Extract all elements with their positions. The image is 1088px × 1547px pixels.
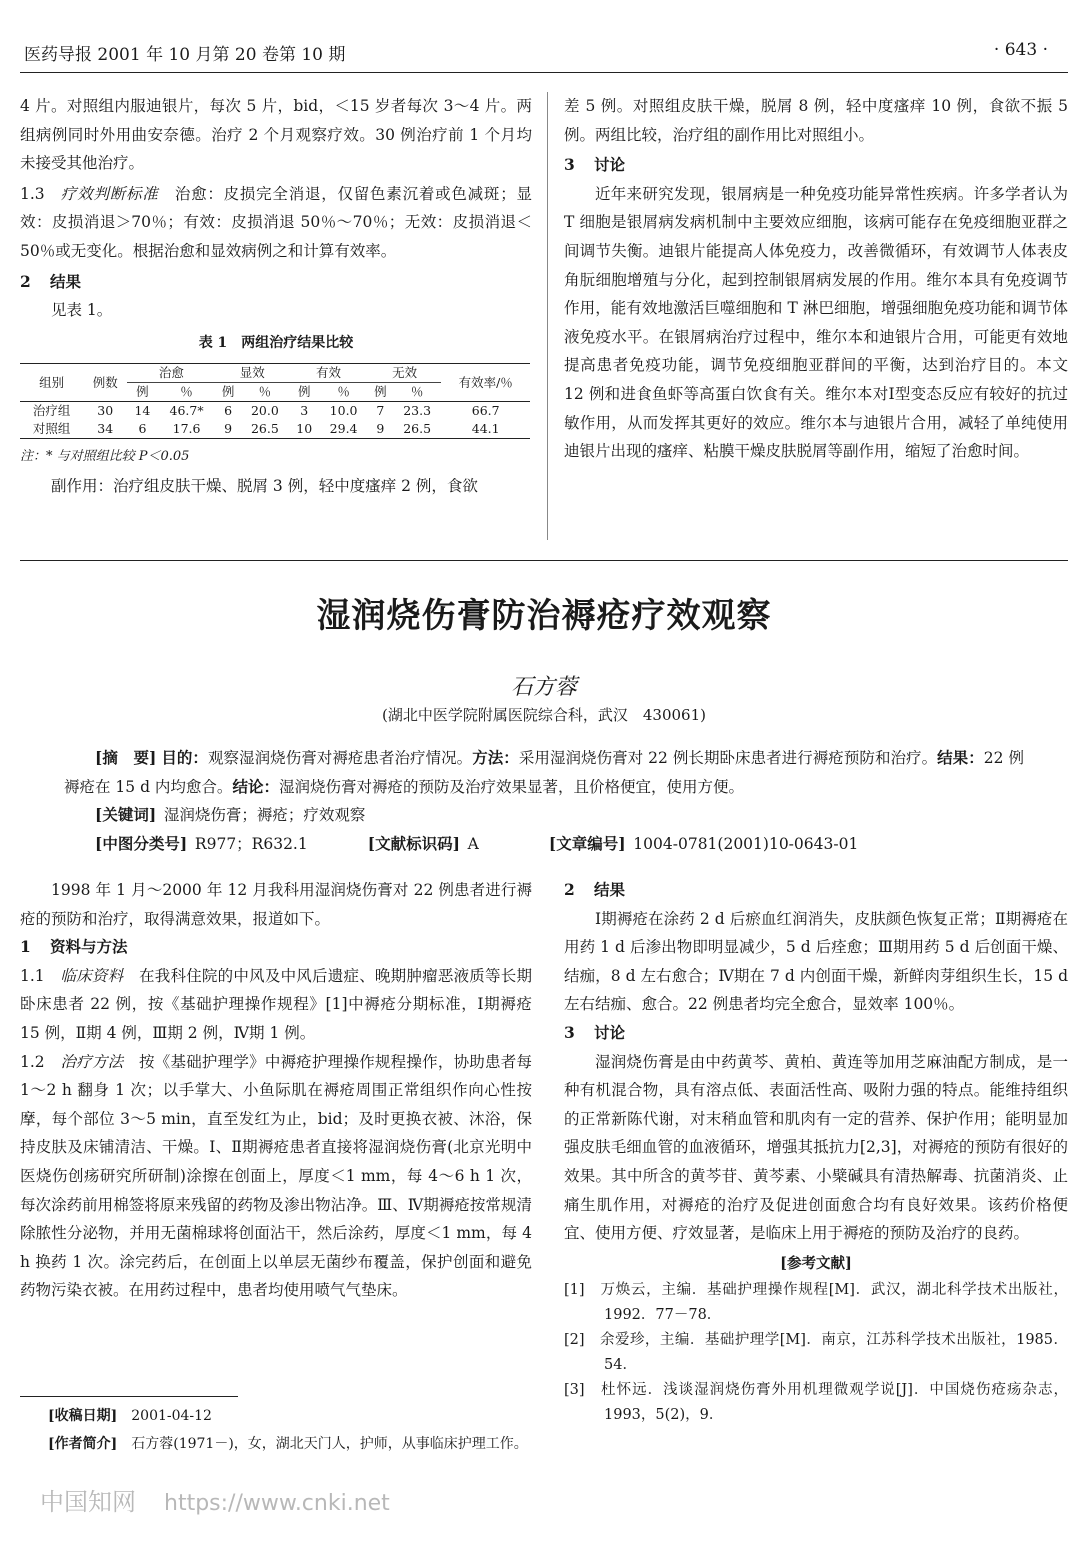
paragraph: 近年来研究发现，银屑病是一种免疫功能异常性疾病。许多学者认为 T 细胞是银屑病发病机制中主要效应细胞，该病可能存在免疫细胞亚群之间调节失衡。迪银片能提高人体免疫力，改善微循环，有效调节人体表皮角朊细胞增殖与分化，起到控制银屑病发展的作用。维尔本具有免疫调节作用，能有效地激活巨噬细胞和 T 淋巴细胞，增强细胞免疫功能和调节体液免疫水平。在银屑病治疗过程中，维尔本和迪银片合用，可能更有效地提高患者免疫功能，调节免疫细胞亚群间的平衡，达到治疗目的。本文 12 例和进食鱼虾等高蛋白饮食有关。维尔本对Ⅰ型变态反应有较好的抗过敏作用，从而发挥其更好的效应。维尔本与迪银片合用，减轻了单纯使用迪银片出现的瘙痒、粘膜干燥皮肤脱屑等副作用，缩短了治愈时间。: [564, 184, 1068, 461]
received-label: [收稿日期]: [48, 1408, 118, 1424]
section-heading: 疗效判断标准: [60, 184, 159, 203]
bio-label: [作者简介]: [48, 1436, 118, 1452]
table-cell: 26.5: [403, 421, 432, 437]
section-text: 按《基础护理学》中褥疮护理操作规程操作，协助患者每 1～2 h 翻身 1 次；以手掌大、小鱼际肌在褥疮周围正常组织作向心性按摩，每个部位 3～5 min，直至发红为止，bid；及时更换衣被、沐浴，保持皮肤及床铺清洁、干燥。Ⅰ、Ⅱ期褥疮患者直接将湿润烧伤膏(北京光明中医烧伤创疡研究所研制)涂擦在创面上，厚度＜1 mm，每 4～6 h 1 次，每次涂药前用棉签将原来残留的药物及渗出物沾净。Ⅲ、Ⅳ期褥疮按常规清除脓性分泌物，并用无菌棉球将创面沾干，然后涂药，厚度＜1 mm，每 4 h 换药 1 次。涂完药后，在创面上以单层无菌纱布覆盖，保护创面和避免药物污染衣被。在用药过程中，患者均使用喷气气垫床。: [20, 1052, 532, 1300]
table-cell: 44.1: [471, 421, 500, 437]
table-cell: 66.7: [471, 403, 500, 419]
footnote-bio: [20, 1432, 532, 1456]
section-3-heading: [564, 1019, 1068, 1048]
table-subheader: 例: [297, 384, 311, 400]
paragraph: 见表 1。: [51, 301, 113, 320]
abstract-text: 采用湿润烧伤膏对 22 例长期卧床患者进行褥疮预防和治疗。: [518, 749, 938, 767]
table-cell: 14: [134, 403, 151, 419]
section-number: 1: [20, 937, 31, 957]
watermark-url: https://www.cnki.net: [164, 1491, 390, 1516]
bio-text: 石方蓉(1971－)，女，湖北天门人，护师，从事临床护理工作。: [131, 1436, 528, 1452]
table-subheader: 例: [136, 384, 149, 400]
section-text: 治愈：皮损完全消退，仅留色素沉着或色减斑；显效：皮损消退＞70％；有效：皮损消退 50％～70％；无效：皮损消退＜50％或无变化。根据治愈和显效病例之和计算有效率。: [20, 184, 532, 260]
abstract: [64, 744, 1024, 801]
clc-label: [中图分类号]: [95, 833, 188, 853]
table-header: 例数: [83, 364, 127, 402]
table-note: 注：* 与对照组比较 P＜0.05: [20, 449, 190, 465]
section-title: 结果: [50, 271, 82, 291]
results-table: [20, 363, 530, 439]
table-header: 有效: [289, 364, 368, 383]
section-number: 1.2: [20, 1052, 45, 1071]
table-header: 显效: [216, 364, 290, 383]
section-number: 3: [564, 155, 575, 175]
section-1-3: [20, 180, 532, 266]
section-number: 2: [564, 880, 575, 899]
table-cell: 治疗组: [32, 403, 71, 419]
table-cell: 29.4: [329, 421, 358, 437]
prev-article-right-column: [564, 92, 1068, 466]
table-subheader: 例: [221, 384, 235, 400]
table-header: 无效: [368, 364, 442, 383]
paragraph: 湿润烧伤膏是由中药黄芩、黄柏、黄连等加用芝麻油配方制成，是一种有机混合物，具有溶点低、表面活性高、吸附力强的特点。能维持组织的正常新陈代谢，对末稍血管和肌肉有一定的营养、保护作用；能明显加强皮肤毛细血管的血液循环，增强其抵抗力[2,3]，对褥疮的预防有很好的效果。其中所含的黄芩苷、黄芩素、小檗碱具有清热解毒、抗菌消炎、止痛生肌作用，对褥疮的治疗及促进创面愈合均有良好效果。该药价格便宜、使用方便、疗效显著，是临床上用于褥疮的预防及治疗的良药。: [564, 1052, 1068, 1243]
section-heading: 治疗方法: [60, 1052, 124, 1071]
classification-line: [64, 830, 1024, 859]
table-cell: 9: [224, 421, 233, 437]
section-title: 讨论: [594, 155, 626, 175]
keywords: [64, 801, 1024, 830]
article-author: 石方蓉: [510, 675, 577, 700]
prev-article-left-column: [20, 92, 532, 501]
table-caption: 表 1 两组治疗结果比较: [198, 334, 354, 351]
abstract-block: [64, 744, 1024, 858]
table-subheader: ％: [410, 384, 424, 400]
paragraph: Ⅰ期褥疮在涂药 2 d 后瘀血红润消失，皮肤颜色恢复正常；Ⅱ期褥疮在用药 1 d 后渗出物即明显减少，5 d 后痊愈；Ⅲ期用药 5 d 后创面干燥、结痂，8 d 左右愈合；Ⅳ期在 7 d 内创面干燥，新鲜肉芽组织生长，15 d 左右结痂、愈合。22 例患者均完全愈合，显效率 100％。: [564, 909, 1068, 1014]
section-1-1: [20, 962, 532, 1048]
header-rule: [20, 72, 1068, 73]
journal-header: 医药导报 2001 年 10 月第 20 卷第 10 期: [24, 45, 346, 65]
table-row: [20, 420, 530, 439]
table-row: [20, 402, 530, 421]
section-title: 结果: [594, 880, 626, 899]
doc-code-value: A: [467, 834, 479, 853]
table-cell: 26.5: [250, 421, 279, 437]
table-cell: 20.0: [250, 403, 279, 419]
table-cell: 46.7*: [169, 403, 204, 419]
paragraph: 差 5 例。对照组皮肤干燥，脱屑 8 例，轻中度瘙痒 10 例，食欲不振 5 例。两组比较，治疗组的副作用比对照组小。: [564, 97, 1068, 144]
abstract-part-label: 方法：: [472, 748, 519, 767]
section-heading: 临床资料: [60, 966, 124, 985]
table-cell: 6: [138, 421, 147, 437]
table-subheader: ％: [180, 384, 193, 400]
clc-value: R977；R632.1: [194, 834, 308, 853]
table-cell: 7: [376, 403, 385, 419]
table-cell: 3: [300, 403, 309, 419]
abstract-part-label: 结果：: [937, 748, 984, 767]
section-2-heading: [20, 268, 532, 297]
table-subheader: 例: [374, 384, 387, 400]
table-header: 治愈: [127, 364, 215, 383]
section-title: 讨论: [594, 1022, 626, 1042]
table-cell: 23.3: [403, 403, 432, 419]
cnki-watermark: [40, 1482, 390, 1517]
article-separator-rule: [20, 560, 1068, 561]
paragraph: 1998 年 1 月～2000 年 12 月我科用湿润烧伤膏对 22 例患者进行褥疮的预防和治疗，取得满意效果，报道如下。: [20, 881, 532, 928]
column-divider: [547, 92, 548, 540]
section-3-heading: [564, 151, 1068, 180]
abstract-part-label: 目的：: [161, 748, 208, 767]
footnote-received: [20, 1404, 532, 1428]
table-cell: 17.6: [172, 421, 201, 437]
abstract-text: 观察湿润烧伤膏对褥疮患者治疗情况。: [207, 749, 473, 767]
section-number: 2: [20, 271, 31, 291]
table-cell: 30: [97, 403, 114, 419]
paragraph: 4 片。对照组内服迪银片，每次 5 片，bid，＜15 岁者每次 3～4 片。两组病例同时外用曲安奈德。治疗 2 个月观察疗效。30 例治疗前 1 个月均未接受其他治疗。: [20, 97, 532, 173]
table-cell: 6: [224, 403, 233, 419]
table-cell: 对照组: [32, 421, 71, 437]
section-1-2: [20, 1048, 532, 1305]
article-left-column: [20, 876, 532, 1305]
received-date: 2001-04-12: [131, 1408, 212, 1424]
page-number: · 643 ·: [993, 40, 1048, 60]
table-subheader: ％: [337, 384, 350, 400]
table-subheader: ％: [258, 384, 272, 400]
table-cell: 9: [376, 421, 385, 437]
abstract-text: 22 例褥疮在 15 d 内均愈合。: [64, 749, 1024, 796]
section-number: 1.3: [20, 184, 45, 203]
article-number-label: [文章编号]: [548, 833, 626, 853]
section-2-heading: [564, 876, 1068, 905]
reference-item: [3] 杜怀远．浅谈湿润烧伤膏外用机理微观学说[J]．中国烧伤疮疡杂志，1993，5(2)，9．: [564, 1382, 1068, 1424]
keywords-text: 湿润烧伤膏；褥疮；疗效观察: [163, 806, 366, 824]
section-1-heading: [20, 933, 532, 962]
footnote-rule: [20, 1396, 238, 1397]
table-header: 有效率/％: [441, 364, 530, 402]
section-number: 3: [564, 1022, 575, 1042]
article-title: 湿润烧伤膏防治褥疮疗效观察: [316, 596, 772, 636]
table-cell: 10: [296, 421, 313, 437]
doc-code-label: [文献标识码]: [367, 833, 460, 853]
section-title: 资料与方法: [50, 937, 128, 957]
article-number-value: 1004-0781(2001)10-0643-01: [633, 834, 859, 853]
abstract-part-label: 结论：: [232, 776, 279, 796]
table-header: 组别: [20, 364, 83, 402]
abstract-label: [摘 要]: [95, 748, 157, 767]
author-affiliation: (湖北中医学院附属医院综合科，武汉 430061): [382, 706, 706, 724]
section-number: 1.1: [20, 966, 45, 985]
references-title: [参考文献]: [780, 1254, 852, 1272]
section-text: 在我科住院的中风及中风后遗症、晚期肿瘤恶液质等长期卧床患者 22 例，按《基础护理操作规程》[1]中褥疮分期标准，Ⅰ期褥疮 15 例，Ⅱ期 4 例，Ⅲ期 2 例，Ⅳ期 1 例。: [20, 966, 532, 1042]
abstract-text: 湿润烧伤膏对褥疮的预防及治疗效果显著，且价格便宜，使用方便。: [278, 777, 744, 796]
keywords-label: [关键词]: [95, 805, 157, 824]
table-cell: 34: [97, 421, 114, 437]
reference-item: [2] 余爱珍，主编．基础护理学[M]．南京，江苏科学技术出版社，1985．54．: [564, 1332, 1068, 1374]
reference-item: [1] 万焕云，主编．基础护理操作规程[M]．武汉，湖北科学技术出版社，1992．77－78．: [564, 1282, 1068, 1324]
table-cell: 10.0: [329, 403, 358, 419]
paragraph: 副作用：治疗组皮肤干燥、脱屑 3 例，轻中度瘙痒 2 例，食欲: [51, 476, 478, 495]
watermark-brand: 中国知网: [40, 1488, 136, 1516]
article-right-column: [564, 876, 1068, 1428]
